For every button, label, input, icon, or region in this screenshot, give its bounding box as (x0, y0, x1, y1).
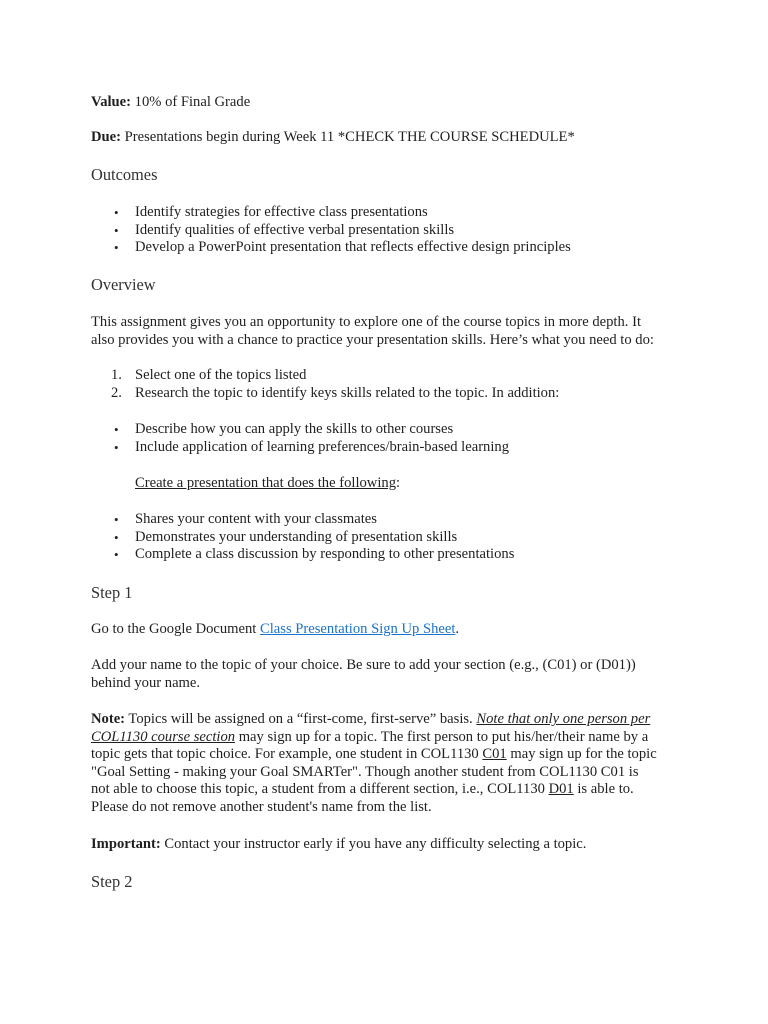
list-item (91, 385, 711, 403)
step1-heading: Step 1 (91, 583, 133, 602)
value-line (91, 94, 691, 112)
note-label: Note: (91, 711, 126, 727)
goto-prefix: Go to the Google Document (91, 621, 261, 637)
outcomes-list (91, 204, 711, 257)
note-text: may sign up for the topic (506, 746, 657, 762)
list-item: • Develop a PowerPoint presentation that reflects effective design principles (91, 239, 711, 257)
create-instruction (135, 475, 735, 493)
note-emphasis: COL1130 course section (91, 728, 236, 745)
step2-heading: Step 2 (91, 872, 133, 891)
important-label: Important: (91, 836, 161, 852)
list-number: 1. (111, 367, 122, 383)
list-item: • Shares your content with your classmates (91, 511, 711, 529)
goto-suffix: . (455, 621, 460, 637)
list-item: • Identify strategies for effective class presentations (91, 204, 711, 222)
add-name-paragraph (91, 657, 711, 692)
overview-heading: Overview (91, 275, 156, 294)
overview-intro (91, 314, 711, 349)
note-emphasis: Note that only one person per (476, 711, 651, 727)
outcomes-heading: Outcomes (91, 165, 158, 184)
note-text: may sign up for a topic. The first person to put his/her/their name by a (235, 728, 649, 745)
create-label: Create a presentation that does the following (135, 475, 396, 491)
section-code: C01 (482, 746, 507, 762)
goto-line (91, 621, 691, 639)
value-text: 10% of Final Grade (131, 94, 251, 110)
note-text: not able to choose this topic, a student from a different section, i.e., COL1130 (91, 781, 549, 797)
list-item-text: Research the topic to identify keys skills related to the topic. In addition: (135, 384, 560, 401)
list-item-text: Select one of the topics listed (135, 367, 307, 383)
note-text: Topics will be assigned on a “first-come, first-serve” basis. (125, 711, 477, 727)
due-label: Due: (91, 129, 121, 145)
list-item: • Identify qualities of effective verbal presentation skills (91, 222, 711, 240)
due-text: Presentations begin during Week 11 *CHECK THE COURSE SCHEDULE* (121, 129, 575, 145)
note-text: Please do not remove another student's name from the list. (91, 798, 432, 815)
important-line (91, 836, 711, 854)
create-list (91, 511, 711, 564)
note-text: "Goal Setting - making your Goal SMARTer". Though another student from COL1130 C01 is (91, 763, 639, 780)
list-item: • Complete a class discussion by responding to other presentations (91, 546, 711, 564)
overview-intro-line2: also provides you with a chance to practice your presentation skills. Here’s what you need to do: (91, 331, 654, 348)
list-item: • Include application of learning preferences/brain-based learning (91, 439, 711, 457)
list-item (91, 367, 711, 385)
list-item: • Describe how you can apply the skills to other courses (91, 421, 711, 439)
list-number: 2. (111, 384, 122, 401)
steps-list (91, 367, 711, 402)
section-code: D01 (548, 781, 574, 797)
add-line1: Add your name to the topic of your choice. Be sure to add your section (e.g., (C01) or (D01)) (91, 657, 636, 673)
note-text: is able to. (573, 781, 634, 797)
signup-sheet-link[interactable]: Class Presentation Sign Up Sheet (260, 621, 456, 637)
important-text: Contact your instructor early if you have any difficulty selecting a topic. (160, 836, 587, 852)
value-label: Value: (91, 94, 132, 110)
create-colon: : (396, 475, 401, 491)
overview-intro-line1: This assignment gives you an opportunity to explore one of the course topics in more depth. It (91, 314, 641, 330)
note-paragraph (91, 711, 711, 816)
list-item: • Demonstrates your understanding of presentation skills (91, 529, 711, 547)
add-line2: behind your name. (91, 674, 201, 691)
due-line (91, 129, 691, 147)
note-text: topic gets that topic choice. For example, one student in COL1130 (91, 746, 483, 762)
research-list (91, 421, 711, 456)
